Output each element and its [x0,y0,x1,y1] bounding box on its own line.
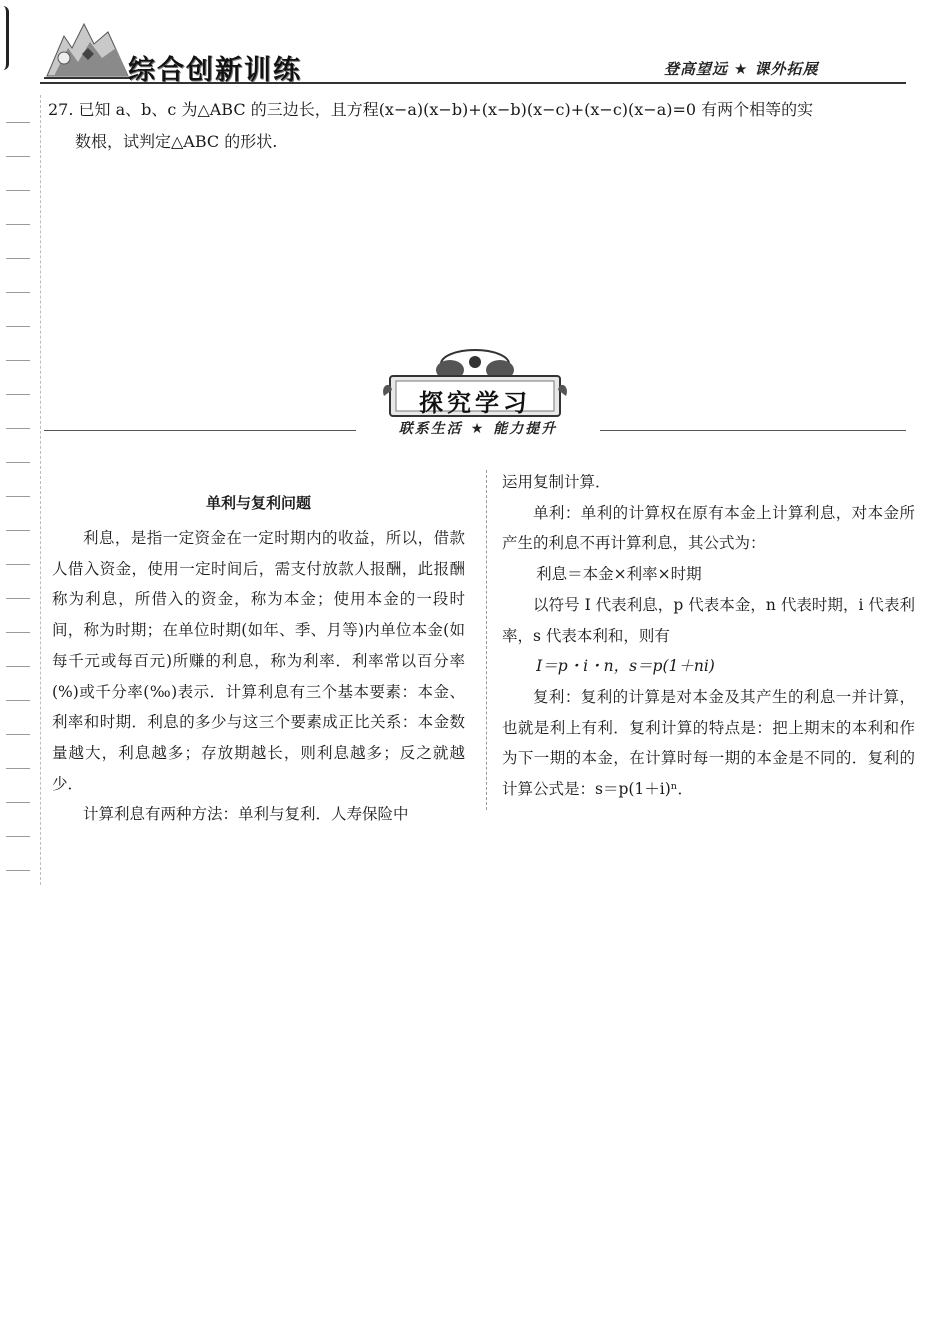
header-tagline-left: 登高望远 [664,60,729,78]
section-title: 探究学习 [419,389,531,417]
star-icon: ★ [734,60,749,78]
symbol-definition-paragraph: 以符号 I 代表利息，p 代表本金，n 代表时期，i 代表利率，s 代表本利和，则有 [502,595,915,645]
header-logo-graphic [42,18,132,82]
section-rule-left [44,430,356,431]
interest-formula-words: 利息＝本金×利率×时期 [536,565,702,584]
compound-interest-paragraph: 复利：复利的计算是对本金及其产生的利息一并计算，也就是利上有利．复利计算的特点是：把上期末的本利和作为下一期的本金，在计算时每一期的本金是不同的．复利的计算公式是：s＝p(1＋i)ⁿ． [502,687,915,799]
article-paragraph: 利息，是指一定资金在一定时期内的收益，所以，借款人借入资金，使用一定时间后，需支付放款人报酬，此报酬称为利息，所借入的资金，称为本金；使用本金的一段时间，称为时期；在单位时期(如年、季、月等)内单位本金(如每千元或每百元)所赚的利息，称为利率．利率常以百分率(%)或千分率(‰)表示．计算利息有三个基本要素：本金、利率和时期．利息的多少与这三个要素成正比关系：本金数量越大，利息越多；存放期越长，则利息越多；反之就越少． [52,529,465,793]
column-divider [486,470,487,810]
article-left-column [52,523,465,830]
star-icon: ★ [470,421,486,437]
question-line-1: 27. 已知 a、b、c 为△ABC 的三边长，且方程(x−a)(x−b)+(x−b)(x−c)+(x−c)(x−a)=0 有两个相等的实 [48,100,814,119]
article-title: 单利与复利问题 [205,494,311,512]
binding-marks [0,0,40,900]
question-line-2: 数根，试判定△ABC 的形状. [75,132,278,151]
article-paragraph: 运用复制计算． [502,473,611,491]
interest-formula: I＝p・i・n，s＝p(1＋ni) [536,657,715,676]
section-subtitle-left: 联系生活 [398,421,463,437]
header-tagline [664,58,818,79]
header-title: 综合创新训练 [128,55,302,86]
article-right-column [502,467,915,805]
section-subtitle-right: 能力提升 [493,421,558,437]
simple-interest-paragraph: 单利：单利的计算权在原有本金上计算利息，对本金所产生的利息不再计算利息，其公式为： [502,503,915,553]
article-paragraph: 计算利息有两种方法：单利与复利．人寿保险中 [83,805,409,824]
section-rule-right [600,430,906,431]
question-27 [48,94,908,158]
header-rule [40,82,906,84]
binding-margin-line [40,95,41,885]
header-tagline-right: 课外拓展 [754,60,819,78]
section-subtitle [356,418,600,438]
